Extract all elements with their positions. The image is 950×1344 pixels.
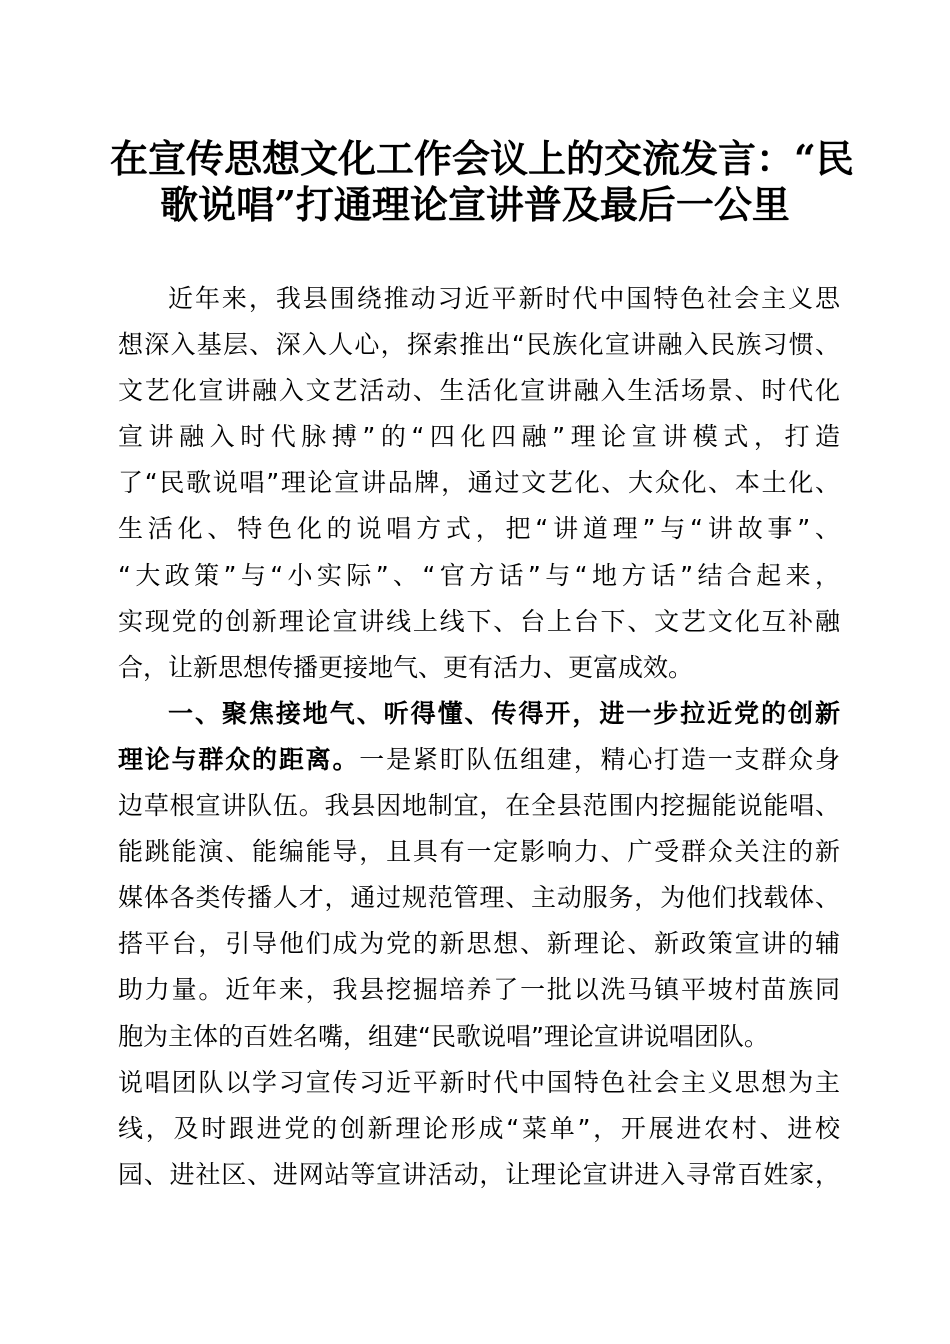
text-line: 合，让新思想传播更接地气、更有活力、更富成效。 (118, 652, 694, 682)
title-line: 在宣传思想文化工作会议上的交流发言：“民 (110, 136, 854, 181)
text-line: 媒体各类传播人才，通过规范管理、主动服务，为他们找载体、 (118, 883, 840, 913)
text-line: 能跳能演、能编能导，且具有一定影响力、广受群众关注的新 (118, 837, 840, 867)
text-line: 胞为主体的百姓名嘴，组建“民歌说唱”理论宣讲说唱团队。 (118, 1021, 769, 1051)
text-line: 线，及时跟进党的创新理论形成“菜单”，开展进农村、进校 (118, 1113, 840, 1143)
section-heading-end: 理论与群众的距离。 (118, 744, 360, 774)
text-line: 边草根宣讲队伍。我县因地制宜，在全县范围内挖掘能说能唱、 (118, 791, 840, 821)
text-line: 说唱团队以学习宣传习近平新时代中国特色社会主义思想为主 (118, 1067, 840, 1097)
document-title (110, 136, 854, 228)
section-1 (118, 691, 840, 1198)
text-line: 搭平台，引导他们成为党的新思想、新理论、新政策宣讲的辅 (118, 929, 840, 959)
text-line: 园、进社区、进网站等宣讲活动，让理论宣讲进入寻常百姓家， (118, 1159, 840, 1189)
text-line: 了“民歌说唱”理论宣讲品牌，通过文艺化、大众化、本土化、 (118, 468, 840, 498)
text-line: 助力量。近年来，我县挖掘培养了一批以洗马镇平坡村苗族同 (118, 975, 840, 1005)
text-line: 文艺化宣讲融入文艺活动、生活化宣讲融入生活场景、时代化 (118, 376, 840, 406)
text-segment: 一是紧盯队伍组建，精心打造一支群众身 (359, 744, 840, 774)
section-heading: 一、聚焦接地气、听得懂、传得开，进一步拉近党的创新 (168, 698, 840, 728)
text-line (118, 737, 840, 783)
text-line: 近年来，我县围绕推动习近平新时代中国特色社会主义思 (168, 284, 840, 313)
text-line: 想深入基层、深入人心，探索推出“民族化宣讲融入民族习惯、 (118, 330, 840, 360)
text-line: 生活化、特色化的说唱方式，把“讲道理”与“讲故事”、 (118, 514, 840, 544)
text-line: 宣讲融入时代脉搏”的“四化四融”理论宣讲模式，打造 (118, 422, 840, 452)
text-line: 实现党的创新理论宣讲线上线下、台上台下、文艺文化互补融 (118, 606, 840, 636)
document-body (118, 276, 840, 1198)
title-line: 歌说唱”打通理论宣讲普及最后一公里 (160, 182, 790, 227)
text-line: “大政策”与“小实际”、“官方话”与“地方话”结合起来， (118, 560, 840, 590)
paragraph-intro (118, 276, 840, 691)
